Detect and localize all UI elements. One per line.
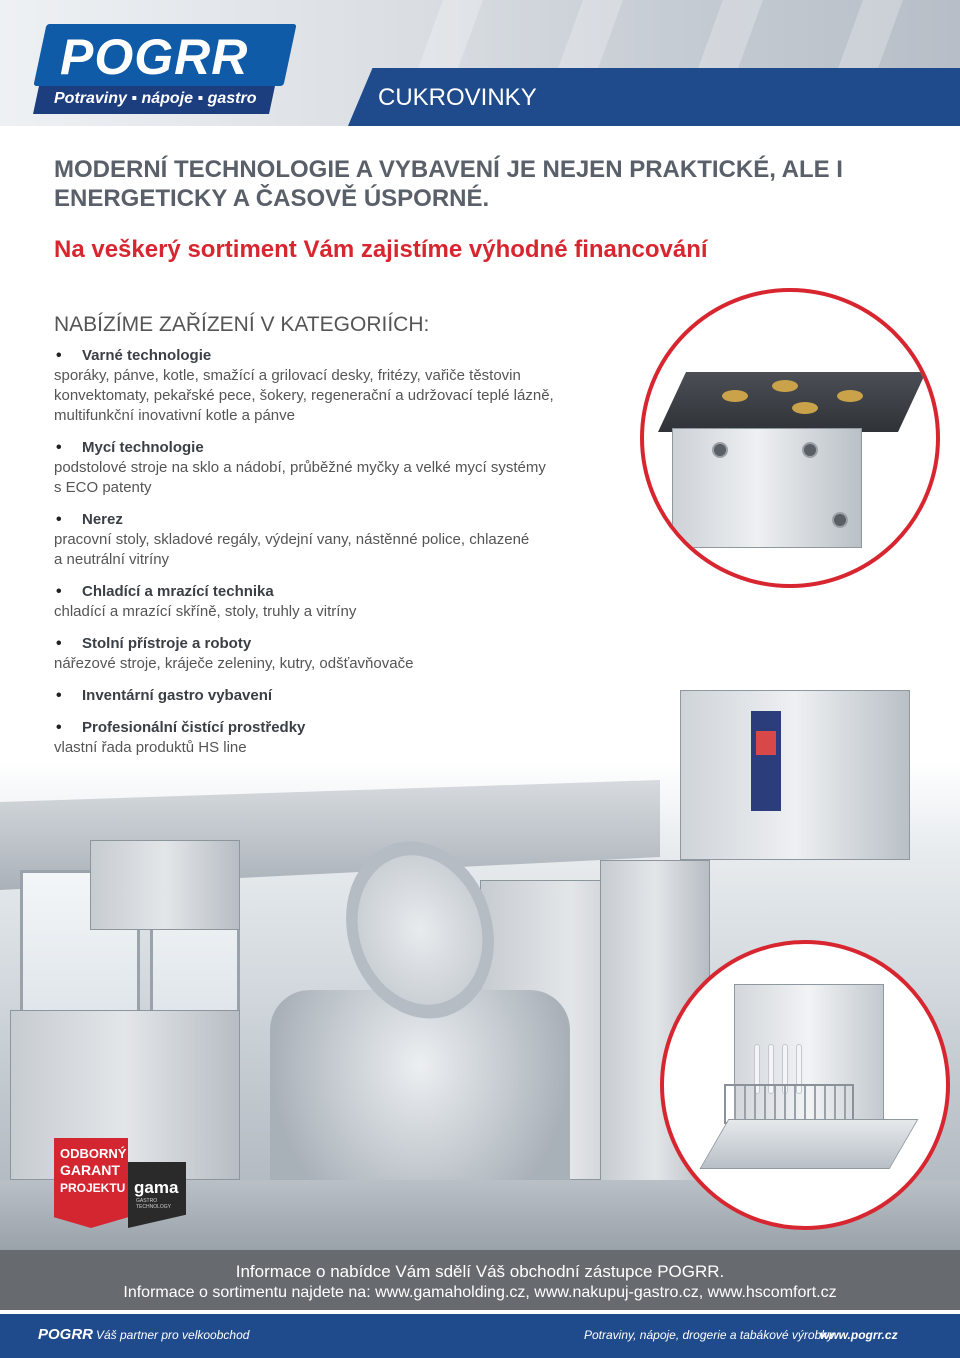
gas-stove-image [672, 362, 912, 532]
footer-logo: POGRR [38, 1326, 94, 1343]
category-description: chladící a mrazící skříně, stoly, truhly a vitríny [54, 603, 357, 620]
list-item [54, 510, 614, 570]
category-description: podstolové stroje na sklo a nádobí, průběžné myčky a velké mycí systémy s ECO patenty [54, 459, 546, 496]
wall-cabinet [90, 840, 240, 930]
footer-url-link[interactable]: www.pogrr.cz [820, 1328, 898, 1342]
footer-tagline: Váš partner pro velkoobchod [96, 1328, 250, 1342]
list-item [54, 634, 614, 674]
category-description: pracovní stoly, skladové regály, výdejní vany, nástěnné police, chlazené a neutrální vitríny [54, 531, 530, 568]
category-name: • Chladící a mrazící technika [54, 582, 614, 602]
dishwasher-image-circle [660, 940, 950, 1230]
category-label: CUKROVINKY [378, 84, 537, 111]
badge-text: GARANT [60, 1162, 120, 1178]
category-name: • Profesionální čistící prostředky [54, 718, 614, 738]
header [0, 0, 960, 130]
categories-title: NABÍZÍME ZAŘÍZENÍ V KATEGORIÍCH: [54, 313, 430, 336]
category-name: • Stolní přístroje a roboty [54, 634, 614, 654]
list-item [54, 718, 614, 758]
logo-text: POGRR [60, 29, 249, 85]
gama-logo-subtitle: GASTRO TECHNOLOGY [136, 1198, 172, 1210]
combi-oven-image [680, 690, 910, 860]
category-description: nářezové stroje, kráječe zeleniny, kutry, odšťavňovače [54, 655, 414, 672]
category-name: • Inventární gastro vybavení [54, 686, 614, 706]
stove-image-circle [640, 288, 940, 588]
pogrr-logo [40, 24, 290, 119]
guarantor-badge [54, 1138, 186, 1228]
list-item [54, 438, 614, 498]
info-contact: Informace o nabídce Vám sdělí Váš obchodní zástupce POGRR. [235, 1262, 725, 1281]
gama-logo: gama [134, 1178, 179, 1197]
financing-note: Na veškerý sortiment Vám zajistíme výhodné financování [54, 236, 708, 263]
list-item [54, 346, 614, 426]
oven-screen [756, 731, 776, 755]
dishwasher-image [704, 974, 904, 1204]
page-headline: MODERNÍ TECHNOLOGIE A VYBAVENÍ JE NEJEN PRAKTICKÉ, ALE I ENERGETICKY A ČASOVĚ ÚSPORNÉ. [54, 156, 843, 212]
info-websites: Informace o sortimentu najdete na: www.gamaholding.cz, www.nakupuj-gastro.cz, www.hscomfort.cz [123, 1284, 837, 1301]
category-description: sporáky, pánve, kotle, smažící a grilovací desky, fritézy, vařiče těstovin konvektomaty, pekařské pece, šokery, regenerační a udržovací teplé lázně, multifunkční inovativní kotle a pánve [54, 367, 554, 424]
list-item [54, 582, 614, 622]
badge-text: PROJEKTU [60, 1181, 126, 1195]
oven-control-panel [751, 711, 781, 811]
footer-products: Potraviny, nápoje, drogerie a tabákové výrobky [584, 1328, 834, 1342]
category-name: • Varné technologie [54, 346, 614, 366]
category-name: • Nerez [54, 510, 614, 530]
badge-text: ODBORNÝ [60, 1146, 127, 1161]
logo-subtitle: Potraviny ▪ nápoje ▪ gastro [54, 90, 257, 107]
category-name: • Mycí technologie [54, 438, 614, 458]
category-list [54, 346, 614, 770]
list-item [54, 686, 614, 706]
category-description: vlastní řada produktů HS line [54, 739, 247, 756]
